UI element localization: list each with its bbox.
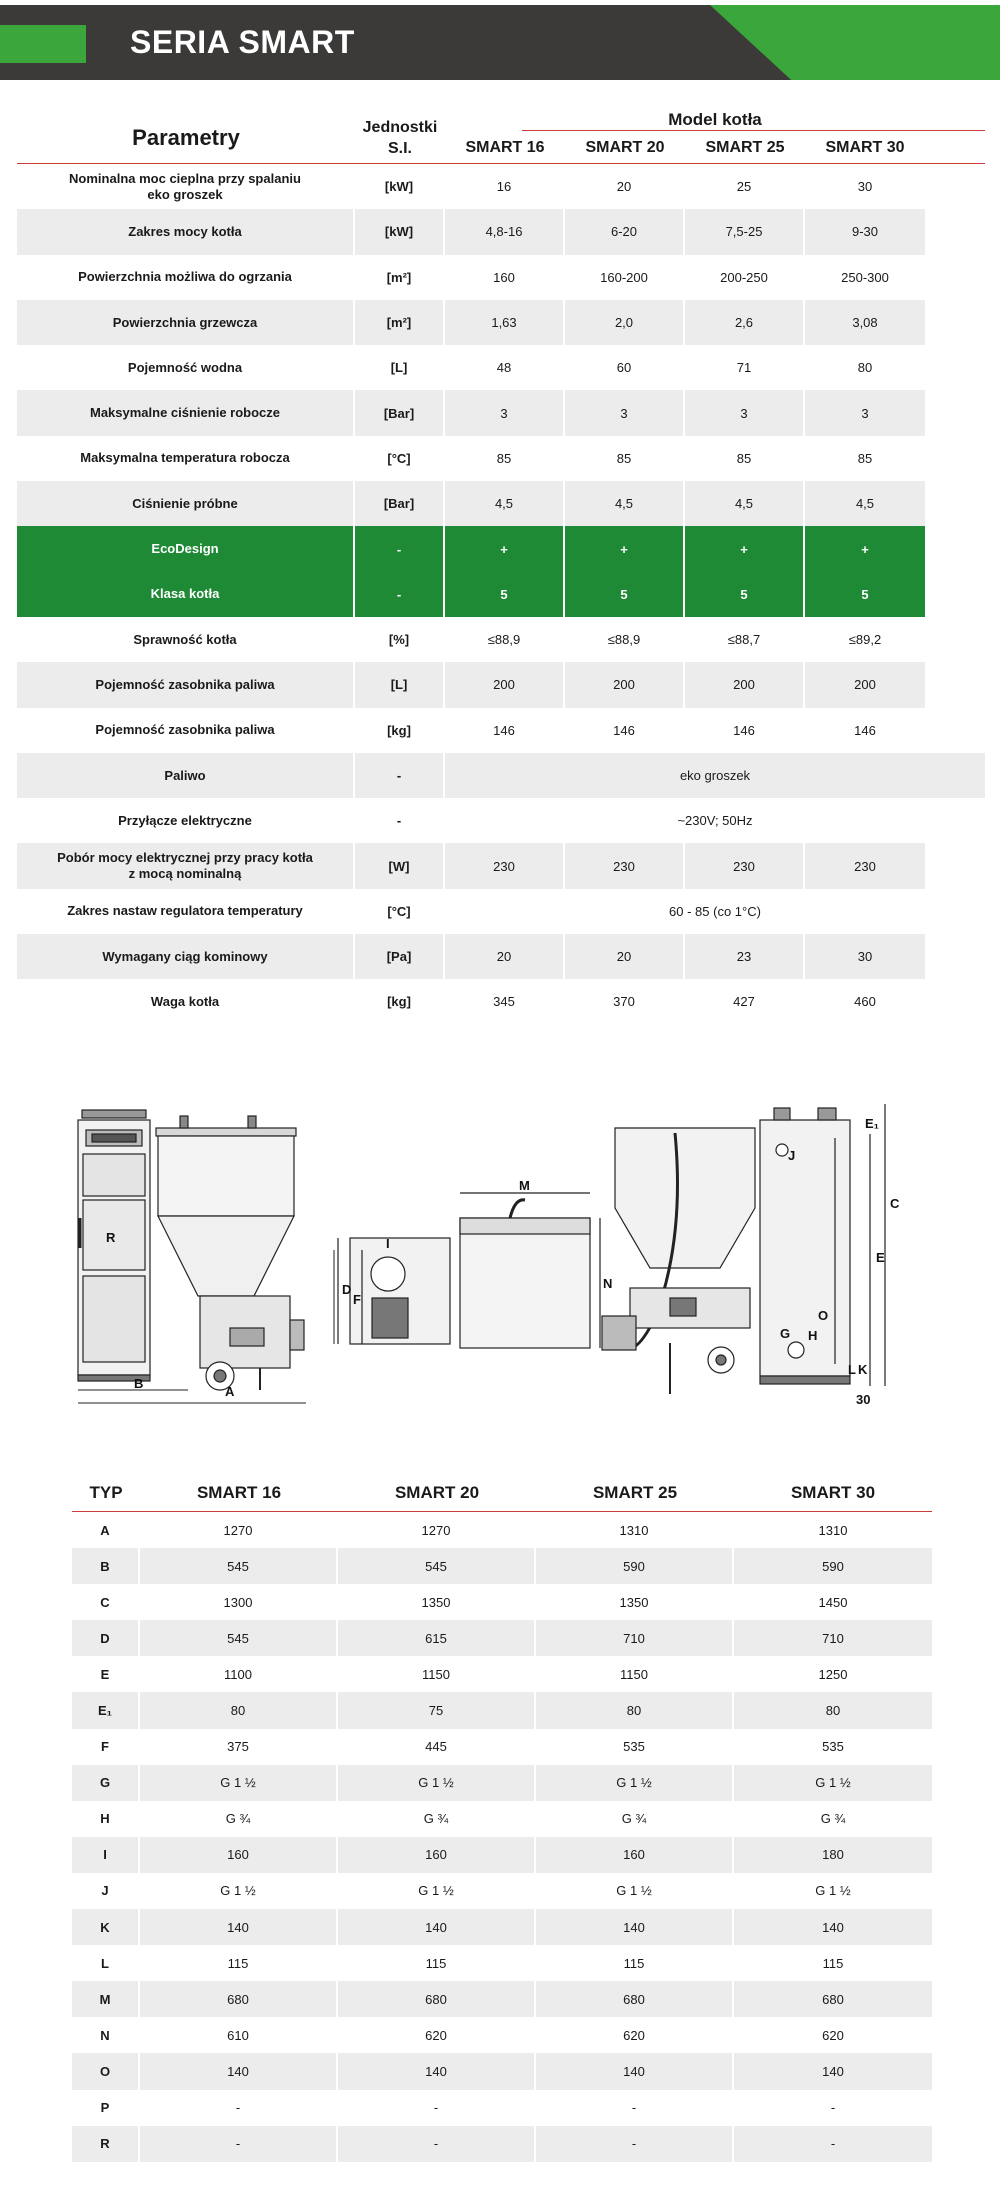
- dimension-type: E: [72, 1656, 140, 1692]
- dimension-value: 1350: [338, 1584, 536, 1620]
- unit-header-line2: S.I.: [387, 140, 412, 157]
- spec-value: 6-20: [565, 209, 685, 254]
- spec-value: 5: [805, 572, 925, 617]
- dimension-value: 680: [536, 1981, 734, 2017]
- spec-row: [17, 164, 985, 209]
- spec-unit: [m²]: [355, 300, 445, 345]
- dimension-value: 75: [338, 1692, 536, 1728]
- dimension-value: 140: [140, 1909, 338, 1945]
- spec-value: 4,5: [685, 481, 805, 526]
- spec-value: 3: [685, 390, 805, 435]
- dimension-type: R: [72, 2126, 140, 2162]
- dim-label-b: B: [134, 1376, 144, 1391]
- spec-param-name: Waga kotła: [17, 979, 355, 1024]
- spec-unit: [kg]: [355, 708, 445, 753]
- dimension-value: 1150: [338, 1656, 536, 1692]
- spec-param-name: Paliwo: [17, 753, 355, 798]
- spec-row: [17, 843, 985, 888]
- spec-value: 230: [805, 843, 925, 888]
- dimension-value: 1350: [536, 1584, 734, 1620]
- dim-label-e1: E₁: [865, 1116, 880, 1131]
- dimension-value: 140: [338, 2053, 536, 2089]
- dimension-value: 545: [338, 1548, 536, 1584]
- dimension-row: [72, 1873, 932, 1909]
- boiler-dimension-diagram: [70, 1098, 930, 1418]
- spec-value: 71: [685, 345, 805, 390]
- spec-param-name: Pojemność zasobnika paliwa: [17, 662, 355, 707]
- dimension-value: 680: [140, 1981, 338, 2017]
- dimension-row: [72, 1801, 932, 1837]
- dimension-value: 535: [822, 1739, 844, 1755]
- dimension-value: 610: [140, 2017, 338, 2053]
- spec-value: 20: [565, 164, 685, 209]
- dimension-type: P: [72, 2090, 140, 2126]
- spec-unit: -: [355, 798, 445, 843]
- spec-param-name: Maksymalna temperatura robocza: [17, 436, 355, 481]
- hopper-rear-view: [602, 1128, 755, 1394]
- dimension-row: [72, 1620, 932, 1656]
- spec-unit: [Bar]: [355, 481, 445, 526]
- dim-label-c: C: [890, 1196, 900, 1211]
- dimension-value: -: [140, 2090, 338, 2126]
- spec-value: 20: [565, 934, 685, 979]
- spec-row: [17, 708, 985, 753]
- spec-value-shared: 60 - 85 (co 1°C): [669, 903, 761, 919]
- dimension-value: 1310: [536, 1512, 734, 1548]
- dimension-type: G: [72, 1765, 140, 1801]
- dimension-value: 80: [734, 1692, 932, 1728]
- spec-value: 5: [565, 572, 685, 617]
- dimension-value: 710: [536, 1620, 734, 1656]
- dimension-value: -: [536, 2090, 734, 2126]
- spec-value: 200: [685, 662, 805, 707]
- spec-value: 3: [565, 390, 685, 435]
- spec-value: 85: [857, 450, 873, 466]
- spec-unit: [°C]: [355, 889, 445, 934]
- dimension-value: 545: [140, 1620, 338, 1656]
- dimension-value: G ¾: [338, 1801, 536, 1837]
- dimension-value: 620: [822, 2027, 844, 2043]
- dim-label-a: A: [225, 1384, 235, 1399]
- dimension-value: G 1 ½: [338, 1765, 536, 1801]
- spec-value: 146: [854, 722, 876, 738]
- spec-value: 4,5: [805, 481, 925, 526]
- spec-value: 4,8-16: [445, 209, 565, 254]
- dimension-value: -: [338, 2090, 536, 2126]
- dimension-row: [72, 1656, 932, 1692]
- spec-row: [17, 979, 985, 1024]
- spec-param-name: EcoDesign: [17, 526, 355, 571]
- spec-value: 60: [565, 345, 685, 390]
- dimension-table-body: [72, 1512, 932, 2162]
- dimension-value: 680: [734, 1981, 932, 2017]
- dimension-type: L: [72, 1945, 140, 1981]
- model-col-header: SMART 30: [825, 139, 905, 156]
- dimension-value: 535: [536, 1729, 734, 1765]
- spec-row: [17, 798, 985, 843]
- dimension-value: 80: [140, 1692, 338, 1728]
- dimension-value: 160: [536, 1837, 734, 1873]
- spec-unit: [m²]: [355, 255, 445, 300]
- title-banner: [0, 5, 1000, 80]
- spec-table-body: [17, 164, 985, 1025]
- dim-label-k: K: [858, 1362, 868, 1377]
- dimension-value: 115: [822, 1955, 844, 1971]
- spec-param-name: Pobór mocy elektrycznej przy pracy kotła z mocą nominalną: [17, 843, 355, 888]
- spec-unit: [kW]: [355, 164, 445, 209]
- dimension-value: 1270: [338, 1512, 536, 1548]
- dimension-row: [72, 1837, 932, 1873]
- spec-value: 30: [857, 179, 873, 195]
- dimension-row: [72, 2053, 932, 2089]
- spec-value: 85: [445, 436, 565, 481]
- dimension-value: 160: [140, 1837, 338, 1873]
- spec-value: 5: [685, 572, 805, 617]
- spec-unit: [kW]: [355, 209, 445, 254]
- dimension-value: 590: [734, 1548, 932, 1584]
- spec-value: 30: [805, 934, 925, 979]
- spec-row: [17, 526, 985, 571]
- spec-value: 460: [854, 994, 876, 1010]
- dim-label-g: G: [780, 1326, 791, 1341]
- dimension-value: 140: [734, 1909, 932, 1945]
- dimension-row: [72, 1548, 932, 1584]
- dimension-value: -: [338, 2126, 536, 2162]
- dimension-type: K: [72, 1909, 140, 1945]
- dimension-type: J: [72, 1873, 140, 1909]
- spec-value: 200: [565, 662, 685, 707]
- dimension-value: G 1 ½: [536, 1765, 734, 1801]
- spec-unit: [°C]: [355, 436, 445, 481]
- spec-value: 200-250: [685, 255, 805, 300]
- spec-value: 250-300: [841, 269, 889, 285]
- spec-row: [17, 572, 985, 617]
- dimension-value: G 1 ½: [140, 1765, 338, 1801]
- spec-row: [17, 300, 985, 345]
- dim-col-header: SMART 20: [394, 1483, 480, 1502]
- dimension-value: G ¾: [140, 1801, 338, 1837]
- dimension-type: N: [72, 2017, 140, 2053]
- spec-value-shared: eko groszek: [445, 753, 985, 798]
- spec-value: 3: [445, 390, 565, 435]
- spec-row: [17, 617, 985, 662]
- dim-label-d: D: [342, 1282, 352, 1297]
- boiler-side-view: [760, 1104, 885, 1386]
- dimension-value: 140: [140, 2053, 338, 2089]
- model-header-rule: [522, 130, 985, 131]
- hopper-side-view: [156, 1116, 304, 1390]
- spec-value: 2,6: [685, 300, 805, 345]
- dim-label-n: N: [603, 1276, 613, 1291]
- dim-label-h: H: [808, 1328, 818, 1343]
- spec-unit: [%]: [355, 617, 445, 662]
- spec-param-name: Maksymalne ciśnienie robocze: [17, 390, 355, 435]
- dimension-row: [72, 1981, 932, 2017]
- spec-value: +: [565, 526, 685, 571]
- dimension-value: 1300: [140, 1584, 338, 1620]
- dimension-value: 140: [338, 1909, 536, 1945]
- spec-unit: [Pa]: [355, 934, 445, 979]
- spec-value: 48: [445, 345, 565, 390]
- dimension-type: B: [72, 1548, 140, 1584]
- model-col-header: SMART 25: [705, 139, 785, 156]
- spec-value: 85: [565, 436, 685, 481]
- dimension-value: -: [734, 2126, 932, 2162]
- spec-value: 23: [685, 934, 805, 979]
- dimension-value: 1150: [536, 1656, 734, 1692]
- dim-label-30: 30: [856, 1392, 871, 1407]
- spec-value: 16: [445, 164, 565, 209]
- dimension-type: H: [72, 1801, 140, 1837]
- spec-param-name: Sprawność kotła: [17, 617, 355, 662]
- spec-value: 3,08: [805, 300, 925, 345]
- dimension-row: [72, 1584, 932, 1620]
- dimension-row: [72, 1945, 932, 1981]
- model-header: Model kotła: [668, 110, 762, 129]
- dimension-value: 545: [140, 1548, 338, 1584]
- spec-value-shared: ~230V; 50Hz: [677, 813, 753, 829]
- dim-label-l: L: [848, 1362, 856, 1377]
- dimension-type: A: [72, 1512, 140, 1548]
- dimension-value: 115: [338, 1945, 536, 1981]
- dimension-value: 1100: [140, 1656, 338, 1692]
- dimension-row: [72, 2126, 932, 2162]
- spec-value: ≤88,7: [685, 617, 805, 662]
- spec-param-name: Powierzchnia grzewcza: [17, 300, 355, 345]
- dimension-type: E₁: [72, 1692, 140, 1728]
- burner-side-view: [460, 1193, 600, 1348]
- dimension-value: 710: [734, 1620, 932, 1656]
- spec-value: 200: [805, 662, 925, 707]
- spec-row: [17, 662, 985, 707]
- dimension-value: G 1 ½: [140, 1873, 338, 1909]
- banner-accent-right: [710, 5, 1000, 80]
- spec-value: 370: [565, 979, 685, 1024]
- spec-value: ≤88,9: [445, 617, 565, 662]
- spec-value: 5: [445, 572, 565, 617]
- dimension-value: 620: [536, 2017, 734, 2053]
- spec-param-name: Zakres nastaw regulatora temperatury: [17, 889, 355, 934]
- spec-value: 200: [445, 662, 565, 707]
- dim-col-header: SMART 30: [790, 1483, 876, 1502]
- spec-value: 345: [445, 979, 565, 1024]
- dimension-value: G 1 ½: [815, 1883, 851, 1899]
- spec-value: ≤88,9: [565, 617, 685, 662]
- spec-value: 4,5: [565, 481, 685, 526]
- spec-value: 230: [685, 843, 805, 888]
- spec-row: [17, 390, 985, 435]
- spec-row: [17, 255, 985, 300]
- dimension-value: -: [830, 2100, 836, 2116]
- unit-header: [355, 117, 445, 159]
- spec-row: [17, 481, 985, 526]
- dim-col-header: SMART 25: [592, 1483, 678, 1502]
- dimension-value: G ¾: [820, 1811, 846, 1827]
- dimension-value: 1270: [140, 1512, 338, 1548]
- dim-label-j: J: [788, 1148, 796, 1163]
- spec-value: +: [685, 526, 805, 571]
- spec-param-name: Ciśnienie próbne: [17, 481, 355, 526]
- unit-header-line1: Jednostki: [362, 119, 438, 136]
- spec-value: 80: [857, 360, 873, 376]
- param-header: Parametry: [132, 125, 240, 150]
- spec-param-name: Klasa kotła: [17, 572, 355, 617]
- spec-param-name: Pojemność zasobnika paliwa: [17, 708, 355, 753]
- spec-param-name: Nominalna moc cieplna przy spalaniu eko groszek: [17, 164, 355, 209]
- dimension-type: I: [72, 1837, 140, 1873]
- spec-row: [17, 345, 985, 390]
- dimension-value: 1450: [818, 1594, 848, 1610]
- dimension-table: [72, 1475, 932, 2162]
- spec-value: 7,5-25: [685, 209, 805, 254]
- typ-header: TYP: [89, 1483, 123, 1502]
- spec-table-header: [17, 107, 985, 164]
- spec-row: [17, 889, 985, 934]
- dimension-type: O: [72, 2053, 140, 2089]
- spec-unit: -: [355, 572, 445, 617]
- dim-label-m: M: [519, 1178, 530, 1193]
- spec-param-name: Wymagany ciąg kominowy: [17, 934, 355, 979]
- dimension-table-header: [72, 1475, 932, 1512]
- spec-value: 4,5: [445, 481, 565, 526]
- spec-value: 9-30: [805, 209, 925, 254]
- spec-unit: [kg]: [355, 979, 445, 1024]
- dimension-value: 115: [536, 1945, 734, 1981]
- spec-unit: [L]: [355, 345, 445, 390]
- dimension-value: -: [140, 2126, 338, 2162]
- dimension-value: G 1 ½: [536, 1873, 734, 1909]
- dimension-row: [72, 1512, 932, 1548]
- spec-row: [17, 753, 985, 798]
- spec-row: [17, 209, 985, 254]
- dimension-value: 375: [140, 1729, 338, 1765]
- dim-label-f: F: [353, 1292, 361, 1307]
- boiler-front-view: [78, 1110, 150, 1381]
- spec-value: 2,0: [565, 300, 685, 345]
- dimension-value: 1250: [818, 1666, 848, 1682]
- spec-param-name: Pojemność wodna: [17, 345, 355, 390]
- spec-unit: -: [355, 526, 445, 571]
- spec-unit: [Bar]: [355, 390, 445, 435]
- page-title: SERIA SMART: [130, 24, 355, 60]
- spec-value: ≤89,2: [848, 632, 882, 648]
- dim-label-o: O: [818, 1308, 829, 1323]
- model-col-header: SMART 20: [585, 139, 665, 156]
- dim-label-e: E: [876, 1250, 885, 1265]
- dim-col-header: SMART 16: [196, 1483, 282, 1502]
- dimension-value: G ¾: [536, 1801, 734, 1837]
- dimension-value: 620: [338, 2017, 536, 2053]
- dimension-row: [72, 1909, 932, 1945]
- dim-label-r: R: [106, 1230, 116, 1245]
- dimension-value: -: [536, 2126, 734, 2162]
- dimension-value: 115: [140, 1945, 338, 1981]
- dimension-value: 80: [536, 1692, 734, 1728]
- dimension-value: G 1 ½: [734, 1765, 932, 1801]
- spec-param-name: Zakres mocy kotła: [17, 209, 355, 254]
- spec-value: 3: [805, 390, 925, 435]
- dimension-value: 590: [536, 1548, 734, 1584]
- spec-param-name: Powierzchnia możliwa do ogrzania: [17, 255, 355, 300]
- dimension-value: 160: [338, 1837, 536, 1873]
- dimension-row: [72, 2090, 932, 2126]
- dimension-value: 140: [536, 2053, 734, 2089]
- spec-row: [17, 934, 985, 979]
- spec-row: [17, 436, 985, 481]
- dimension-type: M: [72, 1981, 140, 2017]
- spec-value: 1,63: [445, 300, 565, 345]
- spec-value: 160: [445, 255, 565, 300]
- spec-value: 85: [685, 436, 805, 481]
- spec-value: 25: [685, 164, 805, 209]
- spec-value: +: [445, 526, 565, 571]
- dimension-value: 140: [734, 2053, 932, 2089]
- dim-label-i: I: [386, 1236, 390, 1251]
- burner-front-view: [338, 1238, 450, 1344]
- banner-accent-left: [0, 25, 86, 63]
- dimension-row: [72, 1765, 932, 1801]
- dimension-row: [72, 1692, 932, 1728]
- spec-value: 146: [445, 708, 565, 753]
- dimension-value: 180: [734, 1837, 932, 1873]
- spec-value: 146: [565, 708, 685, 753]
- spec-value: 146: [685, 708, 805, 753]
- spec-value: +: [805, 526, 925, 571]
- dimension-type: D: [72, 1620, 140, 1656]
- dimension-value: 680: [338, 1981, 536, 2017]
- dimension-type: F: [72, 1729, 140, 1765]
- dimension-row: [72, 2017, 932, 2053]
- spec-unit: [W]: [355, 843, 445, 888]
- dimension-type: C: [72, 1584, 140, 1620]
- spec-value: 230: [565, 843, 685, 888]
- spec-unit: [L]: [355, 662, 445, 707]
- dimension-value: G 1 ½: [338, 1873, 536, 1909]
- spec-param-name: Przyłącze elektryczne: [17, 798, 355, 843]
- dimension-value: 140: [536, 1909, 734, 1945]
- dimension-value: 1310: [818, 1522, 848, 1538]
- dimension-row: [72, 1729, 932, 1765]
- spec-unit: -: [355, 753, 445, 798]
- spec-value: 427: [685, 979, 805, 1024]
- spec-table: [17, 107, 985, 1025]
- spec-value: 20: [445, 934, 565, 979]
- spec-value: 160-200: [565, 255, 685, 300]
- spec-value: 230: [445, 843, 565, 888]
- dimension-value: 615: [338, 1620, 536, 1656]
- dimension-value: 445: [338, 1729, 536, 1765]
- model-col-header: SMART 16: [465, 139, 545, 156]
